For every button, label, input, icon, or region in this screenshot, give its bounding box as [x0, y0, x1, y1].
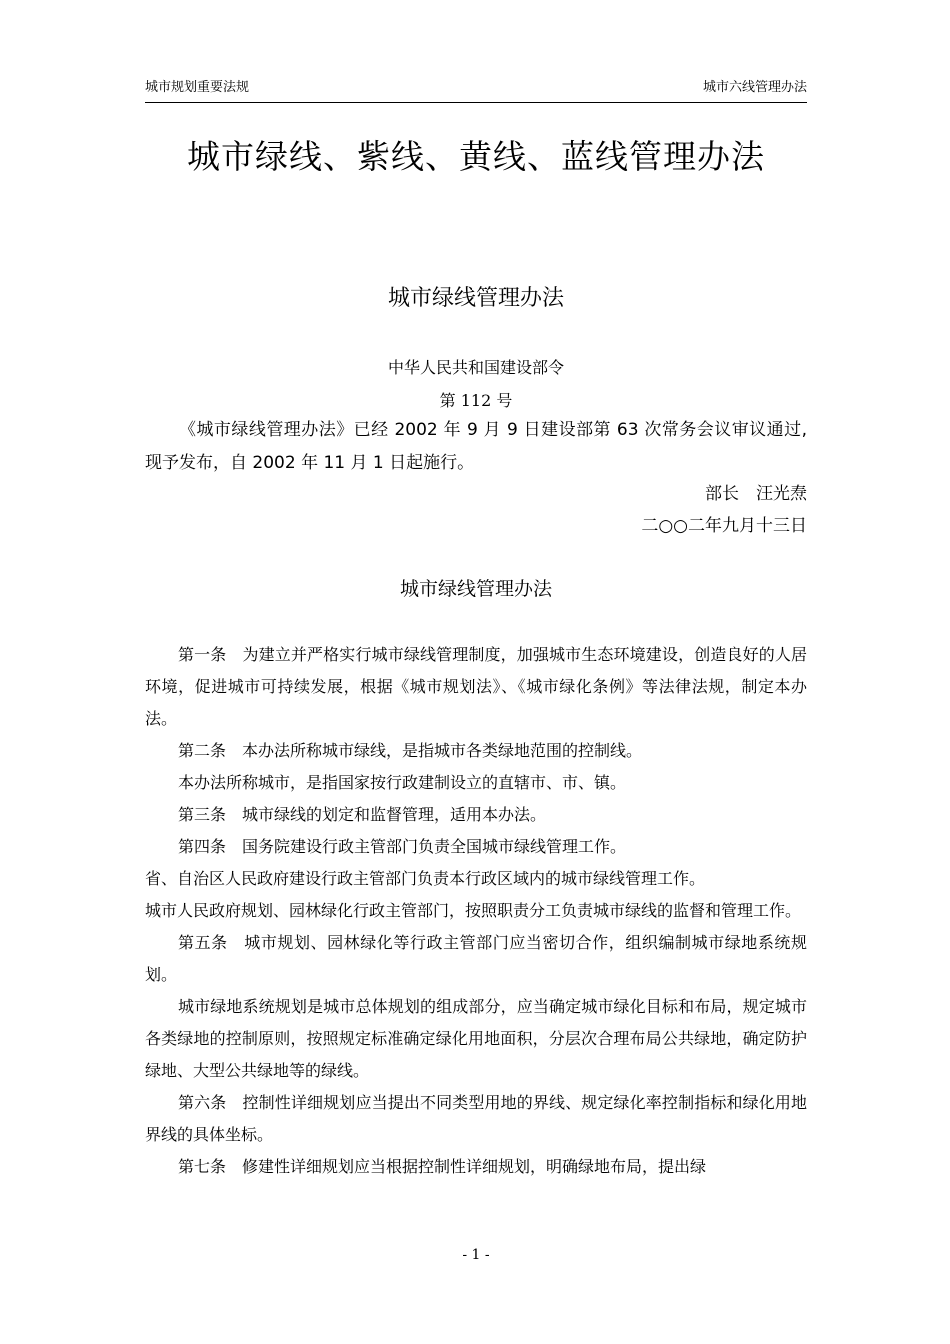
article-paragraph: 第五条 城市规划、园林绿化等行政主管部门应当密切合作，组织编制城市绿地系统规划。	[145, 933, 807, 984]
article-paragraph: 城市人民政府规划、园林绿化行政主管部门，按照职责分工负责城市绿线的监督和管理工作。	[145, 901, 802, 920]
signature-date: 二○○二年九月十三日	[641, 516, 807, 536]
article-paragraph: 第二条 本办法所称城市绿线，是指城市各类绿地范围的控制线。	[178, 741, 643, 760]
page-number: - 1 -	[462, 1247, 490, 1263]
running-header	[145, 78, 807, 103]
signature-minister: 部长 汪光焘	[705, 484, 807, 504]
order-text: 《城市绿线管理办法》已经 2002 年 9 月 9 日建设部第 63 次常务会议审议通过,现予发布，自 2002 年 11 月 1 日起施行。	[145, 420, 807, 473]
order-issuer: 中华人民共和国建设部令	[387, 358, 564, 377]
article-paragraph: 第七条 修建性详细规划应当根据控制性详细规划，明确绿地布局，提出绿	[178, 1157, 707, 1176]
article-paragraph: 第一条 为建立并严格实行城市绿线管理制度，加强城市生态环境建设，创造良好的人居环境，促进城市可持续发展，根据《城市规划法》、《城市绿化条例》等法律法规，制定本办法。	[145, 645, 807, 728]
article-paragraph: 第四条 国务院建设行政主管部门负责全国城市绿线管理工作。	[178, 837, 627, 856]
article-paragraph: 本办法所称城市，是指国家按行政建制设立的直辖市、市、镇。	[178, 773, 627, 792]
document-subtitle: 城市绿线管理办法	[387, 286, 564, 311]
header-left-text: 城市规划重要法规	[145, 80, 250, 95]
articles-body	[145, 639, 807, 1183]
article-paragraph: 第三条 城市绿线的划定和监督管理，适用本办法。	[178, 805, 547, 824]
document-title: 城市绿线、紫线、黄线、蓝线管理办法	[187, 137, 765, 176]
article-paragraph: 第六条 控制性详细规划应当提出不同类型用地的界线、规定绿化率控制指标和绿化用地界线的具体坐标。	[145, 1093, 807, 1144]
order-number: 第 112 号	[439, 391, 513, 410]
header-right-text: 城市六线管理办法	[702, 80, 807, 95]
section-title: 城市绿线管理办法	[399, 578, 552, 600]
article-paragraph: 城市绿地系统规划是城市总体规划的组成部分，应当确定城市绿化目标和布局，规定城市各类绿地的控制原则，按照规定标准确定绿化用地面积，分层次合理布局公共绿地，确定防护绿地、大型公共绿地等的绿线。	[145, 997, 807, 1080]
article-paragraph: 省、自治区人民政府建设行政主管部门负责本行政区域内的城市绿线管理工作。	[145, 869, 706, 888]
